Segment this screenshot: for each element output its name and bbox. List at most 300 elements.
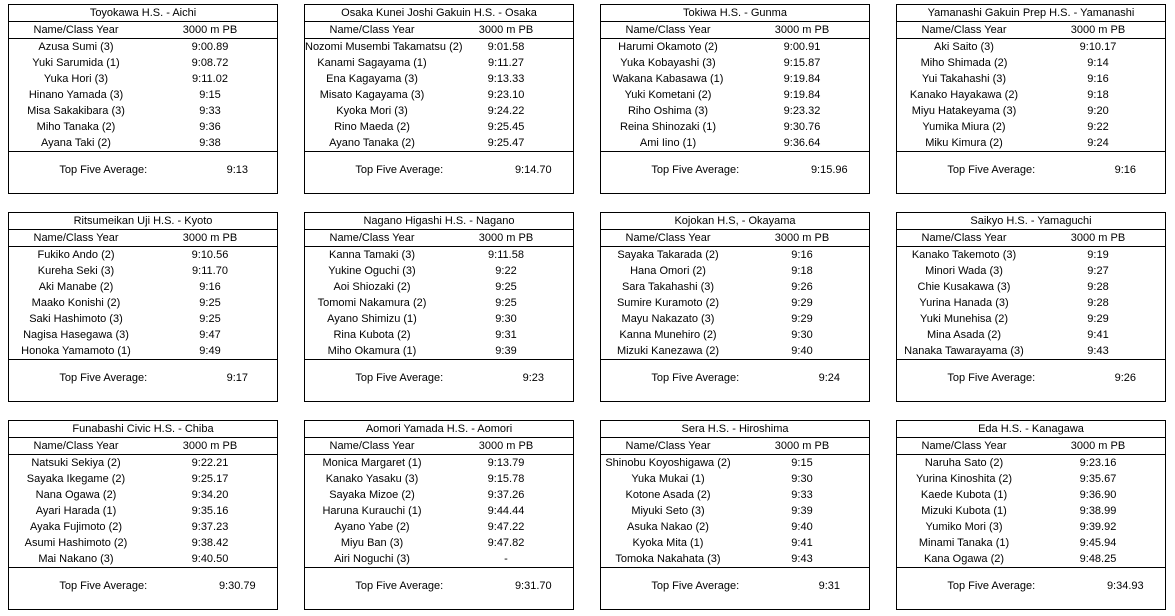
runner-name: Mai Nakano (3) — [9, 551, 143, 568]
table-row — [897, 327, 1165, 343]
runner-pb: 9:49 — [143, 343, 277, 360]
team-table — [600, 4, 870, 194]
runner-pb: 9:25 — [199, 297, 221, 309]
runner-pb: 9:00.89 — [191, 41, 229, 53]
runner-pb: 9:16 — [791, 249, 813, 261]
roster-table — [601, 213, 869, 360]
runner-pb: 9:19.84 — [783, 73, 821, 85]
roster-table — [897, 213, 1165, 360]
runner-pb: 9:37.26 — [487, 489, 525, 501]
runner-pb: 9:36.90 — [1079, 489, 1117, 501]
top-five-average-row — [305, 355, 573, 401]
runner-pb: 9:34.20 — [191, 489, 229, 501]
table-row — [601, 503, 869, 519]
table-row — [9, 535, 277, 551]
pb-column-header: 3000 m PB — [143, 438, 277, 455]
table-row — [601, 327, 869, 343]
average-value: 9:16 — [1114, 164, 1136, 176]
top-five-average-row — [9, 147, 277, 193]
runner-name: Asuka Nakao (2) — [627, 521, 709, 533]
table-row — [601, 39, 869, 56]
top-five-average-row — [897, 563, 1165, 609]
runner-name: Yuki Munehisa (2) — [919, 313, 1009, 325]
team-table — [600, 212, 870, 402]
average-value: 9:13 — [226, 164, 248, 176]
runner-name: Nagisa Hasegawa (3) — [23, 329, 129, 341]
top-five-average-row — [601, 563, 869, 609]
runner-name: Wakana Kabasawa (1) — [612, 73, 724, 85]
runner-name: Riho Oshima (3) — [627, 105, 709, 117]
runner-pb: 9:30 — [791, 329, 813, 341]
runner-name: Aoi Shiozaki (2) — [333, 281, 411, 293]
runner-pb: 9:13.33 — [487, 73, 525, 85]
table-row — [897, 103, 1165, 119]
runner-pb: - — [439, 551, 573, 568]
table-row — [9, 87, 277, 103]
table-row — [9, 295, 277, 311]
pb-column-header: 3000 m PB — [735, 438, 869, 455]
runner-pb: 9:38.99 — [1079, 505, 1117, 517]
runner-pb: 9:37.23 — [191, 521, 229, 533]
runner-pb: 9:29 — [1087, 313, 1109, 325]
runner-pb: 9:39.92 — [1079, 521, 1117, 533]
runner-name: Ayaka Fujimoto (2) — [29, 521, 123, 533]
table-row — [601, 55, 869, 71]
runner-pb: 9:27 — [1087, 265, 1109, 277]
runner-pb: 9:25 — [495, 281, 517, 293]
name-column-header: Name/Class Year — [9, 22, 143, 39]
roster-table — [9, 421, 277, 568]
runner-pb: 9:19 — [1087, 249, 1109, 261]
pb-column-header: 3000 m PB — [143, 22, 277, 39]
average-label: Top Five Average: — [651, 372, 740, 384]
runner-name: Yuki Sarumida (1) — [32, 57, 120, 69]
team-title: Ritsumeikan Uji H.S. - Kyoto — [9, 213, 277, 230]
runner-name: Miho Tanaka (2) — [36, 121, 116, 133]
runner-name: Kyoka Mita (1) — [632, 537, 704, 549]
table-row — [601, 519, 869, 535]
runner-pb: 9:28 — [1087, 297, 1109, 309]
average-label: Top Five Average: — [59, 164, 148, 176]
runner-pb: 9:25.17 — [191, 473, 229, 485]
top-five-average-row — [9, 563, 277, 609]
team-table — [304, 4, 574, 194]
runner-pb: 9:30 — [495, 313, 517, 325]
runner-name: Yuka Hori (3) — [43, 73, 109, 85]
table-row — [897, 519, 1165, 535]
runner-name: Aki Saito (3) — [934, 41, 994, 53]
runner-name: Kureha Seki (3) — [37, 265, 115, 277]
runner-name: Ami Iino (1) — [601, 135, 735, 152]
table-row — [9, 327, 277, 343]
table-row — [601, 71, 869, 87]
roster-table — [601, 5, 869, 152]
table-row — [897, 71, 1165, 87]
name-column-header: Name/Class Year — [305, 230, 439, 247]
runner-name: Fukiko Ando (2) — [37, 249, 115, 261]
table-row — [9, 311, 277, 327]
runner-pb: 9:20 — [1087, 105, 1109, 117]
table-row — [9, 39, 277, 56]
runner-pb: 9:15 — [199, 89, 221, 101]
table-row — [9, 279, 277, 295]
average-label: Top Five Average: — [59, 372, 148, 384]
runner-name: Sayaka Mizoe (2) — [329, 489, 415, 501]
runner-pb: 9:41 — [791, 537, 813, 549]
runner-pb: 9:15 — [791, 457, 813, 469]
runner-name: Hana Omori (2) — [630, 265, 706, 277]
runner-pb: 9:39 — [791, 505, 813, 517]
runner-pb: 9:40.50 — [143, 551, 277, 568]
average-label: Top Five Average: — [947, 164, 1036, 176]
runner-pb: 9:10.56 — [191, 249, 229, 261]
average-label: Top Five Average: — [355, 580, 444, 592]
table-row — [601, 455, 869, 472]
runner-name: Shinobu Koyoshigawa (2) — [605, 457, 731, 469]
table-row — [9, 103, 277, 119]
table-row — [305, 247, 573, 264]
team-table — [896, 4, 1166, 194]
table-row — [305, 87, 573, 103]
runner-pb: 9:11.02 — [192, 73, 228, 85]
table-row — [601, 279, 869, 295]
runner-name: Yurina Hanada (3) — [919, 297, 1009, 309]
average-label: Top Five Average: — [947, 372, 1036, 384]
name-column-header: Name/Class Year — [305, 22, 439, 39]
top-five-average-row — [305, 147, 573, 193]
team-title: Osaka Kunei Joshi Gakuin H.S. - Osaka — [305, 5, 573, 22]
runner-name: Yumika Miura (2) — [922, 121, 1006, 133]
runner-name: Nozomi Musembi Takamatsu (2) — [305, 41, 463, 53]
team-table — [8, 212, 278, 402]
runner-pb: 9:01.58 — [487, 41, 525, 53]
runner-name: Nana Ogawa (2) — [35, 489, 117, 501]
runner-pb: 9:23.32 — [783, 105, 821, 117]
runner-name: Ena Kagayama (3) — [326, 73, 418, 85]
team-title: Yamanashi Gakuin Prep H.S. - Yamanashi — [897, 5, 1165, 22]
runner-pb: 9:30 — [791, 473, 813, 485]
runner-name: Reina Shinozaki (1) — [620, 121, 716, 133]
runner-name: Yui Takahashi (3) — [921, 73, 1007, 85]
runner-pb: 9:47 — [199, 329, 221, 341]
runner-name: Misa Sakakibara (3) — [27, 105, 125, 117]
table-row — [305, 71, 573, 87]
roster-table — [305, 421, 573, 568]
runner-name: Tomoka Nakahata (3) — [601, 551, 735, 568]
table-row — [897, 535, 1165, 551]
runner-name: Naruha Sato (2) — [924, 457, 1004, 469]
runner-pb: 9:08.72 — [191, 57, 229, 69]
table-row — [9, 455, 277, 472]
runner-name: Rino Maeda (2) — [334, 121, 410, 133]
runner-pb: 9:26 — [791, 281, 813, 293]
team-table — [600, 420, 870, 610]
top-five-average-row — [897, 147, 1165, 193]
average-label: Top Five Average: — [59, 580, 148, 592]
runner-name: Kanako Yasaku (3) — [325, 473, 419, 485]
pb-column-header: 3000 m PB — [735, 230, 869, 247]
name-column-header: Name/Class Year — [305, 438, 439, 455]
table-row — [305, 471, 573, 487]
runner-pb: 9:25 — [495, 297, 517, 309]
runner-name: Haruna Kurauchi (1) — [322, 505, 422, 517]
table-row — [9, 519, 277, 535]
runner-name: Kana Ogawa (2) — [897, 551, 1031, 568]
table-row — [9, 487, 277, 503]
runner-pb: 9:43 — [735, 551, 869, 568]
runner-pb: 9:40 — [735, 343, 869, 360]
runner-name: Ayano Shimizu (1) — [327, 313, 417, 325]
runner-pb: 9:24.22 — [487, 105, 525, 117]
runner-name: Miho Shimada (2) — [920, 57, 1008, 69]
runner-name: Yuka Mukai (1) — [631, 473, 705, 485]
runner-pb: 9:41 — [1087, 329, 1109, 341]
table-row — [305, 327, 573, 343]
table-row — [897, 55, 1165, 71]
runner-pb: 9:47.82 — [487, 537, 525, 549]
name-column-header: Name/Class Year — [897, 22, 1031, 39]
runner-name: Harumi Okamoto (2) — [618, 41, 718, 53]
runner-name: Yurina Kinoshita (2) — [916, 473, 1012, 485]
table-row — [9, 71, 277, 87]
average-value: 9:23 — [522, 372, 544, 384]
table-row — [305, 487, 573, 503]
table-row — [897, 503, 1165, 519]
runner-pb: 9:33 — [791, 489, 813, 501]
table-row — [305, 311, 573, 327]
table-row — [305, 535, 573, 551]
table-row — [897, 471, 1165, 487]
team-table — [304, 420, 574, 610]
runner-pb: 9:25 — [199, 313, 221, 325]
top-five-average-row — [601, 355, 869, 401]
runner-pb: 9:22.21 — [191, 457, 229, 469]
runner-name: Monica Margaret (1) — [322, 457, 422, 469]
average-label: Top Five Average: — [355, 372, 444, 384]
runner-name: Mizuki Kanezawa (2) — [601, 343, 735, 360]
runner-pb: 9:28 — [1087, 281, 1109, 293]
table-row — [601, 263, 869, 279]
runner-name: Mizuki Kubota (1) — [921, 505, 1007, 517]
table-row — [601, 487, 869, 503]
runner-pb: 9:18 — [791, 265, 813, 277]
team-title: Nagano Higashi H.S. - Nagano — [305, 213, 573, 230]
table-row — [9, 119, 277, 135]
runner-name: Misato Kagayama (3) — [319, 89, 425, 101]
runner-pb: 9:10.17 — [1079, 41, 1117, 53]
table-row — [601, 295, 869, 311]
runner-name: Mayu Nakazato (3) — [621, 313, 715, 325]
team-title: Sera H.S. - Hiroshima — [601, 421, 869, 438]
average-value: 9:31 — [818, 580, 840, 592]
runner-pb: 9:38 — [143, 135, 277, 152]
runner-pb: 9:45.94 — [1079, 537, 1117, 549]
runner-name: Airi Noguchi (3) — [305, 551, 439, 568]
table-row — [305, 519, 573, 535]
runner-name: Yuki Kometani (2) — [624, 89, 712, 101]
table-row — [601, 87, 869, 103]
runner-name: Miho Okamura (1) — [305, 343, 439, 360]
pb-column-header: 3000 m PB — [1031, 438, 1165, 455]
runner-name: Miku Kimura (2) — [897, 135, 1031, 152]
average-label: Top Five Average: — [947, 580, 1036, 592]
runner-name: Maako Konishi (2) — [31, 297, 121, 309]
table-row — [601, 103, 869, 119]
runner-pb: 9:23.16 — [1079, 457, 1117, 469]
runner-name: Kanako Hayakawa (2) — [909, 89, 1019, 101]
runner-name: Asumi Hashimoto (2) — [24, 537, 128, 549]
average-label: Top Five Average: — [355, 164, 444, 176]
team-table — [304, 212, 574, 402]
team-title: Toyokawa H.S. - Aichi — [9, 5, 277, 22]
table-row — [9, 471, 277, 487]
runner-name: Kotone Asada (2) — [625, 489, 711, 501]
runner-pb: 9:44.44 — [487, 505, 525, 517]
runner-name: Kaede Kubota (1) — [920, 489, 1008, 501]
name-column-header: Name/Class Year — [9, 230, 143, 247]
table-row — [305, 119, 573, 135]
runner-name: Sara Takahashi (3) — [621, 281, 715, 293]
team-title: Funabashi Civic H.S. - Chiba — [9, 421, 277, 438]
table-row — [305, 263, 573, 279]
runner-pb: 9:11.27 — [488, 57, 524, 69]
runner-name: Azusa Sumi (3) — [38, 41, 114, 53]
runner-pb: 9:30.76 — [783, 121, 821, 133]
runner-pb: 9:36 — [199, 121, 221, 133]
name-column-header: Name/Class Year — [601, 22, 735, 39]
pb-column-header: 3000 m PB — [1031, 22, 1165, 39]
table-row — [9, 263, 277, 279]
table-row — [305, 503, 573, 519]
runner-name: Yukine Oguchi (3) — [328, 265, 416, 277]
average-label: Top Five Average: — [651, 580, 740, 592]
name-column-header: Name/Class Year — [601, 438, 735, 455]
table-row — [897, 455, 1165, 472]
runner-name: Miyu Ban (3) — [340, 537, 404, 549]
runner-pb: 9:25.47 — [439, 135, 573, 152]
runner-name: Sayaka Takarada (2) — [617, 249, 719, 261]
runner-name: Minori Wada (3) — [925, 265, 1003, 277]
pb-column-header: 3000 m PB — [439, 22, 573, 39]
average-value: 9:31.70 — [514, 580, 552, 592]
runner-name: Rina Kubota (2) — [333, 329, 411, 341]
runner-name: Mina Asada (2) — [927, 329, 1001, 341]
runner-name: Saki Hashimoto (3) — [29, 313, 123, 325]
runner-name: Natsuki Sekiya (2) — [31, 457, 121, 469]
runner-pb: 9:29 — [791, 297, 813, 309]
table-row — [9, 503, 277, 519]
top-five-average-row — [897, 355, 1165, 401]
average-value: 9:17 — [226, 372, 248, 384]
table-row — [897, 39, 1165, 56]
roster-table — [9, 213, 277, 360]
runner-name: Sumire Kuramoto (2) — [616, 297, 720, 309]
runner-name: Kanako Takemoto (3) — [911, 249, 1017, 261]
team-table — [8, 4, 278, 194]
runner-name: Ayano Yabe (2) — [334, 521, 410, 533]
runner-pb: 9:43 — [1031, 343, 1165, 360]
table-row — [305, 55, 573, 71]
runner-pb: 9:15.78 — [487, 473, 525, 485]
name-column-header: Name/Class Year — [9, 438, 143, 455]
table-row — [897, 311, 1165, 327]
average-value: 9:14.70 — [514, 164, 552, 176]
roster-table — [305, 5, 573, 152]
runner-pb: 9:16 — [1087, 73, 1109, 85]
roster-table — [305, 213, 573, 360]
runner-name: Minami Tanaka (1) — [918, 537, 1010, 549]
average-value: 9:24 — [818, 372, 840, 384]
team-title: Tokiwa H.S. - Gunma — [601, 5, 869, 22]
runner-pb: 9:36.64 — [735, 135, 869, 152]
roster-table — [601, 421, 869, 568]
pb-column-header: 3000 m PB — [143, 230, 277, 247]
table-row — [601, 471, 869, 487]
pb-column-header: 3000 m PB — [439, 230, 573, 247]
runner-pb: 9:11.70 — [192, 265, 228, 277]
table-row — [9, 247, 277, 264]
table-row — [897, 247, 1165, 264]
runner-name: Sayaka Ikegame (2) — [26, 473, 126, 485]
runner-pb: 9:31 — [495, 329, 517, 341]
runner-pb: 9:24 — [1031, 135, 1165, 152]
runner-name: Miyuki Seto (3) — [631, 505, 705, 517]
runner-pb: 9:11.58 — [488, 249, 524, 261]
runner-pb: 9:23.10 — [487, 89, 525, 101]
team-title: Aomori Yamada H.S. - Aomori — [305, 421, 573, 438]
average-value: 9:30.79 — [218, 580, 256, 592]
runner-name: Yumiko Mori (3) — [925, 521, 1003, 533]
table-row — [305, 39, 573, 56]
table-row — [601, 311, 869, 327]
roster-table — [897, 421, 1165, 568]
roster-table — [9, 5, 277, 152]
pb-column-header: 3000 m PB — [439, 438, 573, 455]
runner-pb: 9:35.16 — [191, 505, 229, 517]
table-row — [9, 55, 277, 71]
table-row — [897, 119, 1165, 135]
runner-pb: 9:47.22 — [487, 521, 525, 533]
runner-pb: 9:14 — [1087, 57, 1109, 69]
average-value: 9:15.96 — [810, 164, 848, 176]
runner-pb: 9:15.87 — [783, 57, 821, 69]
team-title: Saikyo H.S. - Yamaguchi — [897, 213, 1165, 230]
name-column-header: Name/Class Year — [897, 438, 1031, 455]
average-label: Top Five Average: — [651, 164, 740, 176]
top-five-average-row — [601, 147, 869, 193]
runner-pb: 9:13.79 — [487, 457, 525, 469]
table-row — [305, 103, 573, 119]
team-table — [896, 212, 1166, 402]
runner-name: Ayana Taki (2) — [9, 135, 143, 152]
runner-pb: 9:25.45 — [487, 121, 525, 133]
runner-name: Ayari Harada (1) — [35, 505, 117, 517]
table-row — [305, 295, 573, 311]
runner-pb: 9:40 — [791, 521, 813, 533]
table-row — [601, 119, 869, 135]
runner-pb: 9:00.91 — [783, 41, 821, 53]
runner-pb: 9:48.25 — [1031, 551, 1165, 568]
runner-pb: 9:22 — [1087, 121, 1109, 133]
team-title: Kojokan H.S, - Okayama — [601, 213, 869, 230]
table-row — [897, 263, 1165, 279]
runner-pb: 9:18 — [1087, 89, 1109, 101]
runner-pb: 9:39 — [439, 343, 573, 360]
runner-name: Yuka Kobayashi (3) — [620, 57, 716, 69]
top-five-average-row — [9, 355, 277, 401]
table-row — [897, 487, 1165, 503]
table-row — [601, 247, 869, 264]
